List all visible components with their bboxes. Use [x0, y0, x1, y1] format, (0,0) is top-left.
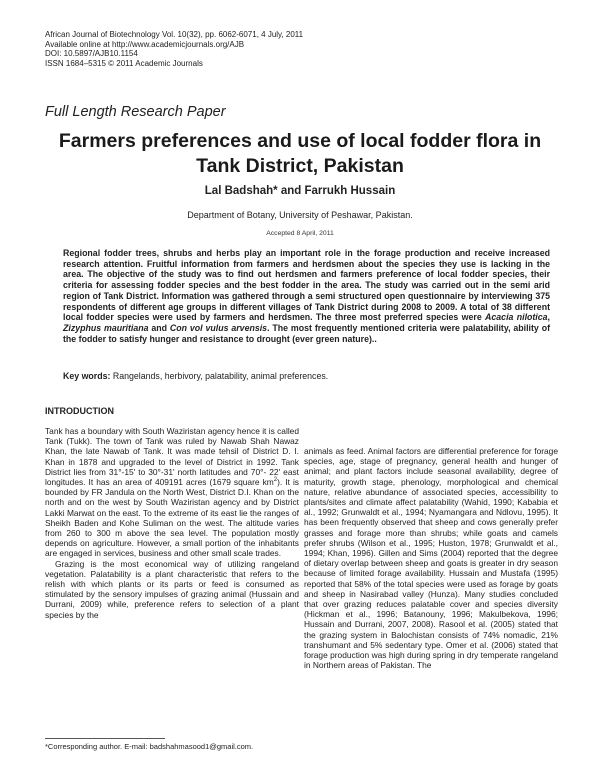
- journal-header: [45, 30, 303, 68]
- keywords-label: Key words:: [63, 371, 111, 381]
- paragraph-text: Tank has a boundary with South Waziristan agency hence it is called Tank (Tukk). The town of Tank was ruled by Nawab Shah Nawaz Khan, the late Nawab of Tank. It was made tehsil of District D. I. Khan in 1878 and upgraded to the level of District in 1992. Tank District lies from 31°-15' to 30°-31' north latitudes and 70°- 22' east longitudes. It has an area of 409191 acres (1679 square km: [45, 426, 299, 488]
- species-3: Con vol vulus arvensis: [169, 322, 268, 333]
- superscript: 2: [273, 477, 278, 484]
- footnote-divider: [45, 738, 165, 739]
- paper-type: Full Length Research Paper: [45, 104, 226, 120]
- section-heading-introduction: INTRODUCTION: [45, 406, 114, 416]
- right-column: [304, 446, 558, 670]
- keywords-text: Rangelands, herbivory, palatability, animal preferences.: [110, 371, 329, 381]
- accepted-date: Accepted 8 April, 2011: [266, 230, 334, 237]
- paragraph: animals as feed. Animal factors are differential preference for forage species, age, stage of pregnancy, general health and hunger of animal; and plant factors include seasonal availability, degree of maturity, growth stage, phenology, morphological and chemical nature, relative abundance of associated species, accessibility to plants/sites and climate affect palatability (Wahid, 1990; Kababia et al., 1992; Grunwaldt et al., 1994; Nyamangara and Ndlovu, 1995). It has been frequently observed that sheep and cows generally prefer grasses and forage more than shrubs; while goats and camels prefer shrubs (Wilson et al., 1995; Huston, 1978; Grunwaldt et al., 1994; Khan, 1996). Gillen and Sims (2004) reported that the degree of dietary overlap between sheep and goats is greater in dry season because of limited forage availability. Hussain and Mustafa (1995) reported that 58% of the total species were used as forage by goats and sheep in Nasirabad valley (Hunza). Many studies concluded that over grazing reduces palatable cover and species diversity (Hickman et al., 1996; Batanouny, 1996; Makulbekova, 1996; Hussain and Durrani, 2007, 2008). Rasool et al. (2005) stated that the grazing system in Balochistan consists of 74% nomadic, 21% transhumant and 5% sedentary type. Omer et al. (2006) stated that forage production was high during spring in dry temperate rangeland in Northern areas of Pakistan. The: [304, 446, 558, 671]
- journal-url: Available online at http://www.academicjournals.org/AJB: [45, 39, 245, 49]
- species-1: Acacia nilotica: [485, 312, 548, 323]
- paper-title: Farmers preferences and use of local fodder flora in Tank District, Pakistan: [58, 130, 542, 177]
- abstract-sep-2: and: [148, 322, 170, 333]
- abstract-sep-1: ,: [547, 312, 550, 323]
- paragraph: Grazing is the most economical way of utilizing rangeland vegetation. Palatability is a plant characteristic that refers to the relish with which plants or its parts or feed is consumed as stimulated by the sensory impulses of grazing animal (Hussain and Durrani, 2009) while, preference refers to selection of a plant species by the: [45, 558, 299, 620]
- abstract: [63, 248, 550, 344]
- journal-citation: African Journal of Biotechnology Vol. 10(32), pp. 6062-6071, 4 July, 2011: [45, 30, 304, 39]
- species-2: Zizyphus mauritiana: [63, 322, 149, 333]
- affiliation: Department of Botany, University of Peshawar, Pakistan.: [187, 210, 413, 220]
- authors: Lal Badshah* and Farrukh Hussain: [204, 185, 396, 197]
- abstract-text-1: Regional fodder trees, shrubs and herbs play an important role in the forage production and receive increased research attention. Fruitful information from farmers and herdsmen about the species they use is lacking in the area. The objective of the study was to find out herdsmen and farmers preference of local fodder species, their criteria for assessing fodder species and the best fodder in the area. The study was carried out in the semi arid region of Tank District. Information was gathered through a semi structured open questionnaire by interviewing 375 respondents of different age groups in different villages of Tank District during 2008 to 2009. A total of 38 different local fodder species were used by farmers and herdsmen. The three most preferred species were: [63, 248, 550, 323]
- paragraph-text: ). It is bounded by FR Jandula on the North West, District D.I. Khan on the north and on the west by South Waziristan agency and by District Lakki Marwat on the east. To the extreme of its east lie the ranges of Sheikh Baden and Kohe Suliman on the west. The altitude varies from 260 to 300 m above the sea level. The population mostly depends on agriculture. However, a small portion of the inhabitants are engaged in services, business and other small scale trades.: [45, 477, 299, 559]
- doi: DOI: 10.5897/AJB10.1154: [45, 49, 138, 59]
- corresponding-author-footnote: *Corresponding author. E-mail: badshahmasood1@gmail.com.: [45, 742, 254, 751]
- abstract-text-2: . The most frequently mentioned criteria were palatability, ability of the fodder to satisfy hunger and resistance to drought (ever green nature)..: [63, 322, 551, 344]
- paragraph: [45, 426, 299, 559]
- issn: ISSN 1684–5315 © 2011 Academic Journals: [45, 58, 203, 68]
- left-column: [45, 426, 299, 620]
- keywords: [63, 371, 550, 382]
